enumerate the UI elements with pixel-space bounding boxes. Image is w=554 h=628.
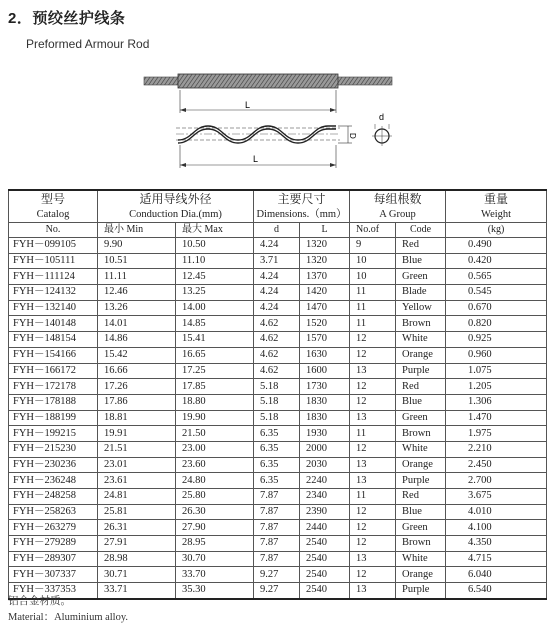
header-weight-en: Weight — [446, 207, 547, 223]
table-row — [9, 504, 547, 520]
subheader-min: 最小 Min — [98, 223, 176, 238]
cell-d: 6.35 — [254, 473, 300, 489]
cell-code: Blue — [396, 253, 446, 269]
cell-weight: 0.545 — [446, 285, 547, 301]
cell-min: 17.86 — [98, 394, 176, 410]
cell-weight: 3.675 — [446, 489, 547, 505]
label-d: d — [379, 112, 385, 122]
note-material-en: Material：Aluminium alloy. — [8, 612, 129, 623]
cell-count: 10 — [350, 269, 396, 285]
cell-count: 13 — [350, 473, 396, 489]
table-row — [9, 489, 547, 505]
cell-code: Yellow — [396, 300, 446, 316]
cell-d: 5.18 — [254, 379, 300, 395]
table-row — [9, 457, 547, 473]
cell-weight: 1.306 — [446, 394, 547, 410]
table-row — [9, 567, 547, 583]
cell-code: Red — [396, 379, 446, 395]
cell-max: 13.25 — [176, 285, 254, 301]
table-row — [9, 551, 547, 567]
cell-min: 18.81 — [98, 410, 176, 426]
cell-weight: 1.205 — [446, 379, 547, 395]
armour-rod-diagram — [140, 68, 400, 178]
header-conduction-en: Conduction Dia.(mm) — [98, 207, 254, 223]
cell-count: 13 — [350, 583, 396, 599]
diameter-dimension — [338, 126, 357, 143]
cell-d: 4.62 — [254, 316, 300, 332]
note-material-cn: 铝合金材质。 — [8, 596, 71, 607]
cell-max: 23.60 — [176, 457, 254, 473]
cell-count: 12 — [350, 347, 396, 363]
header-catalog-en: Catalog — [9, 207, 98, 223]
cell-catalog: FYH－111124 — [9, 269, 98, 285]
cell-max: 19.90 — [176, 410, 254, 426]
spec-table-body — [9, 238, 547, 599]
cell-max: 12.45 — [176, 269, 254, 285]
cell-L: 2000 — [300, 441, 350, 457]
cell-count: 11 — [350, 426, 396, 442]
cell-weight: 6.040 — [446, 567, 547, 583]
table-row — [9, 441, 547, 457]
rod-helix-view — [176, 126, 340, 143]
cell-weight: 0.960 — [446, 347, 547, 363]
cell-max: 18.80 — [176, 394, 254, 410]
cell-count: 12 — [350, 394, 396, 410]
cell-L: 2030 — [300, 457, 350, 473]
table-row — [9, 300, 547, 316]
cell-weight: 0.565 — [446, 269, 547, 285]
subheader-max: 最大 Max — [176, 223, 254, 238]
cell-catalog: FYH－105111 — [9, 253, 98, 269]
cell-weight: 4.100 — [446, 520, 547, 536]
cell-min: 30.71 — [98, 567, 176, 583]
subheader-d: d — [254, 223, 300, 238]
cell-code: White — [396, 441, 446, 457]
length-dimension-top — [180, 90, 336, 113]
cell-weight: 2.450 — [446, 457, 547, 473]
cell-code: Orange — [396, 347, 446, 363]
spec-table — [8, 189, 547, 600]
cell-catalog: FYH－337353 — [9, 583, 98, 599]
cell-weight: 0.925 — [446, 332, 547, 348]
cell-weight: 1.075 — [446, 363, 547, 379]
cell-max: 30.70 — [176, 551, 254, 567]
cell-catalog: FYH－099105 — [9, 238, 98, 254]
cell-code: Blue — [396, 394, 446, 410]
length-dimension-bottom — [180, 145, 336, 168]
cell-max: 14.85 — [176, 316, 254, 332]
cell-max: 17.25 — [176, 363, 254, 379]
cell-count: 13 — [350, 410, 396, 426]
table-row — [9, 316, 547, 332]
cell-code: Purple — [396, 363, 446, 379]
rod-cross-section — [372, 112, 392, 146]
cell-max: 21.50 — [176, 426, 254, 442]
cell-code: Purple — [396, 473, 446, 489]
cell-L: 1520 — [300, 316, 350, 332]
cell-max: 10.50 — [176, 238, 254, 254]
subheader-no: No. — [9, 223, 98, 238]
cell-d: 7.87 — [254, 489, 300, 505]
cell-code: Blue — [396, 504, 446, 520]
cell-d: 5.18 — [254, 394, 300, 410]
cell-L: 1470 — [300, 300, 350, 316]
cell-code: White — [396, 332, 446, 348]
cell-weight: 6.540 — [446, 583, 547, 599]
subheader-code: Code — [396, 223, 446, 238]
table-row — [9, 332, 547, 348]
cell-count: 12 — [350, 332, 396, 348]
label-L-top: L — [245, 100, 251, 110]
cell-L: 1570 — [300, 332, 350, 348]
label-L-bottom: L — [253, 154, 259, 164]
cell-L: 2540 — [300, 583, 350, 599]
cell-code: Orange — [396, 457, 446, 473]
cell-min: 10.51 — [98, 253, 176, 269]
cell-max: 26.30 — [176, 504, 254, 520]
cell-min: 11.11 — [98, 269, 176, 285]
cell-L: 2390 — [300, 504, 350, 520]
cell-L: 1930 — [300, 426, 350, 442]
cell-weight: 2.210 — [446, 441, 547, 457]
cell-L: 2440 — [300, 520, 350, 536]
header-catalog-cn: 型号 — [9, 190, 98, 207]
table-row — [9, 394, 547, 410]
cell-d: 4.24 — [254, 238, 300, 254]
cell-count: 13 — [350, 551, 396, 567]
cell-code: Brown — [396, 316, 446, 332]
cell-catalog: FYH－148154 — [9, 332, 98, 348]
cell-count: 13 — [350, 457, 396, 473]
subheader-kg: (kg) — [446, 223, 547, 238]
cell-min: 14.01 — [98, 316, 176, 332]
cell-max: 25.80 — [176, 489, 254, 505]
cell-code: Purple — [396, 583, 446, 599]
cell-min: 13.26 — [98, 300, 176, 316]
cell-L: 1600 — [300, 363, 350, 379]
cell-weight: 0.670 — [446, 300, 547, 316]
cell-catalog: FYH－289307 — [9, 551, 98, 567]
cell-count: 9 — [350, 238, 396, 254]
cell-count: 12 — [350, 441, 396, 457]
cell-catalog: FYH－124132 — [9, 285, 98, 301]
cell-L: 2540 — [300, 536, 350, 552]
cell-d: 7.87 — [254, 536, 300, 552]
cell-min: 27.91 — [98, 536, 176, 552]
table-row — [9, 363, 547, 379]
cell-min: 25.81 — [98, 504, 176, 520]
cell-code: Brown — [396, 536, 446, 552]
header-dimensions-cn: 主要尺寸 — [254, 190, 350, 207]
cell-max: 16.65 — [176, 347, 254, 363]
cell-count: 12 — [350, 379, 396, 395]
cell-min: 9.90 — [98, 238, 176, 254]
cell-catalog: FYH－248258 — [9, 489, 98, 505]
cell-d: 7.87 — [254, 520, 300, 536]
cell-max: 17.85 — [176, 379, 254, 395]
cell-d: 4.24 — [254, 269, 300, 285]
cell-L: 1630 — [300, 347, 350, 363]
cell-count: 12 — [350, 520, 396, 536]
cell-L: 2540 — [300, 567, 350, 583]
table-row — [9, 426, 547, 442]
cell-code: Blade — [396, 285, 446, 301]
cell-L: 1320 — [300, 238, 350, 254]
cell-catalog: FYH－140148 — [9, 316, 98, 332]
subheader-no-of: No.of — [350, 223, 396, 238]
cell-L: 1830 — [300, 394, 350, 410]
table-row — [9, 238, 547, 254]
cell-L: 1730 — [300, 379, 350, 395]
cell-max: 23.00 — [176, 441, 254, 457]
cell-code: Green — [396, 410, 446, 426]
cell-max: 11.10 — [176, 253, 254, 269]
cell-d: 4.62 — [254, 332, 300, 348]
cell-weight: 4.350 — [446, 536, 547, 552]
cell-d: 6.35 — [254, 457, 300, 473]
table-row — [9, 253, 547, 269]
cell-catalog: FYH－199215 — [9, 426, 98, 442]
cell-catalog: FYH－166172 — [9, 363, 98, 379]
cell-min: 14.86 — [98, 332, 176, 348]
cell-count: 11 — [350, 489, 396, 505]
cell-d: 4.24 — [254, 285, 300, 301]
header-conduction-cn: 适用导线外径 — [98, 190, 254, 207]
cell-count: 13 — [350, 363, 396, 379]
cell-count: 12 — [350, 567, 396, 583]
notes — [8, 594, 128, 626]
cell-min: 16.66 — [98, 363, 176, 379]
cell-count: 10 — [350, 253, 396, 269]
cell-code: Green — [396, 269, 446, 285]
cell-min: 26.31 — [98, 520, 176, 536]
cell-weight: 0.820 — [446, 316, 547, 332]
cell-L: 2240 — [300, 473, 350, 489]
cell-weight: 4.010 — [446, 504, 547, 520]
cell-d: 9.27 — [254, 567, 300, 583]
cell-max: 24.80 — [176, 473, 254, 489]
cell-max: 15.41 — [176, 332, 254, 348]
subheader-L: L — [300, 223, 350, 238]
cell-d: 5.18 — [254, 410, 300, 426]
cell-min: 19.91 — [98, 426, 176, 442]
cell-count: 11 — [350, 316, 396, 332]
cell-max: 35.30 — [176, 583, 254, 599]
cell-weight: 4.715 — [446, 551, 547, 567]
cell-max: 28.95 — [176, 536, 254, 552]
cell-catalog: FYH－215230 — [9, 441, 98, 457]
cell-catalog: FYH－258263 — [9, 504, 98, 520]
cell-min: 23.01 — [98, 457, 176, 473]
cell-L: 1830 — [300, 410, 350, 426]
cell-d: 6.35 — [254, 426, 300, 442]
cell-max: 14.00 — [176, 300, 254, 316]
cell-min: 33.71 — [98, 583, 176, 599]
cell-L: 2340 — [300, 489, 350, 505]
cell-max: 33.70 — [176, 567, 254, 583]
cell-count: 12 — [350, 536, 396, 552]
cell-max: 27.90 — [176, 520, 254, 536]
cell-weight: 1.975 — [446, 426, 547, 442]
cell-catalog: FYH－230236 — [9, 457, 98, 473]
cell-catalog: FYH－178188 — [9, 394, 98, 410]
table-row — [9, 536, 547, 552]
cell-weight: 0.490 — [446, 238, 547, 254]
table-row — [9, 347, 547, 363]
cell-d: 9.27 — [254, 583, 300, 599]
cell-d: 7.87 — [254, 551, 300, 567]
cell-min: 24.81 — [98, 489, 176, 505]
cell-d: 7.87 — [254, 504, 300, 520]
table-row — [9, 520, 547, 536]
cell-code: White — [396, 551, 446, 567]
cell-catalog: FYH－154166 — [9, 347, 98, 363]
section-subtitle: Preformed Armour Rod — [26, 37, 150, 51]
cell-min: 28.98 — [98, 551, 176, 567]
cell-min: 23.61 — [98, 473, 176, 489]
header-dimensions-en: Dimensions.（mm） — [254, 207, 350, 223]
cell-code: Orange — [396, 567, 446, 583]
cell-L: 1420 — [300, 285, 350, 301]
cell-catalog: FYH－279289 — [9, 536, 98, 552]
cell-weight: 1.470 — [446, 410, 547, 426]
header-group-cn: 每组根数 — [350, 190, 446, 207]
cell-d: 4.24 — [254, 300, 300, 316]
cell-weight: 2.700 — [446, 473, 547, 489]
section-title: 2．预绞丝护线条 — [8, 10, 126, 27]
cell-min: 17.26 — [98, 379, 176, 395]
cell-min: 21.51 — [98, 441, 176, 457]
cell-count: 11 — [350, 300, 396, 316]
cell-count: 11 — [350, 285, 396, 301]
cell-L: 1320 — [300, 253, 350, 269]
cell-weight: 0.420 — [446, 253, 547, 269]
header-weight-cn: 重量 — [446, 190, 547, 207]
cell-code: Green — [396, 520, 446, 536]
header-group-en: A Group — [350, 207, 446, 223]
cell-catalog: FYH－132140 — [9, 300, 98, 316]
cell-catalog: FYH－263279 — [9, 520, 98, 536]
label-D: D — [348, 133, 357, 139]
cell-catalog: FYH－236248 — [9, 473, 98, 489]
cell-d: 6.35 — [254, 441, 300, 457]
cell-L: 1370 — [300, 269, 350, 285]
rod-side-view — [144, 74, 392, 88]
cell-min: 12.46 — [98, 285, 176, 301]
cell-code: Red — [396, 489, 446, 505]
table-row — [9, 473, 547, 489]
cell-d: 4.62 — [254, 347, 300, 363]
table-row — [9, 410, 547, 426]
cell-catalog: FYH－307337 — [9, 567, 98, 583]
cell-min: 15.42 — [98, 347, 176, 363]
cell-catalog: FYH－172178 — [9, 379, 98, 395]
cell-L: 2540 — [300, 551, 350, 567]
cell-code: Brown — [396, 426, 446, 442]
cell-code: Red — [396, 238, 446, 254]
table-row — [9, 269, 547, 285]
cell-d: 4.62 — [254, 363, 300, 379]
cell-d: 3.71 — [254, 253, 300, 269]
table-row — [9, 379, 547, 395]
cell-count: 12 — [350, 504, 396, 520]
table-row — [9, 285, 547, 301]
cell-catalog: FYH－188199 — [9, 410, 98, 426]
